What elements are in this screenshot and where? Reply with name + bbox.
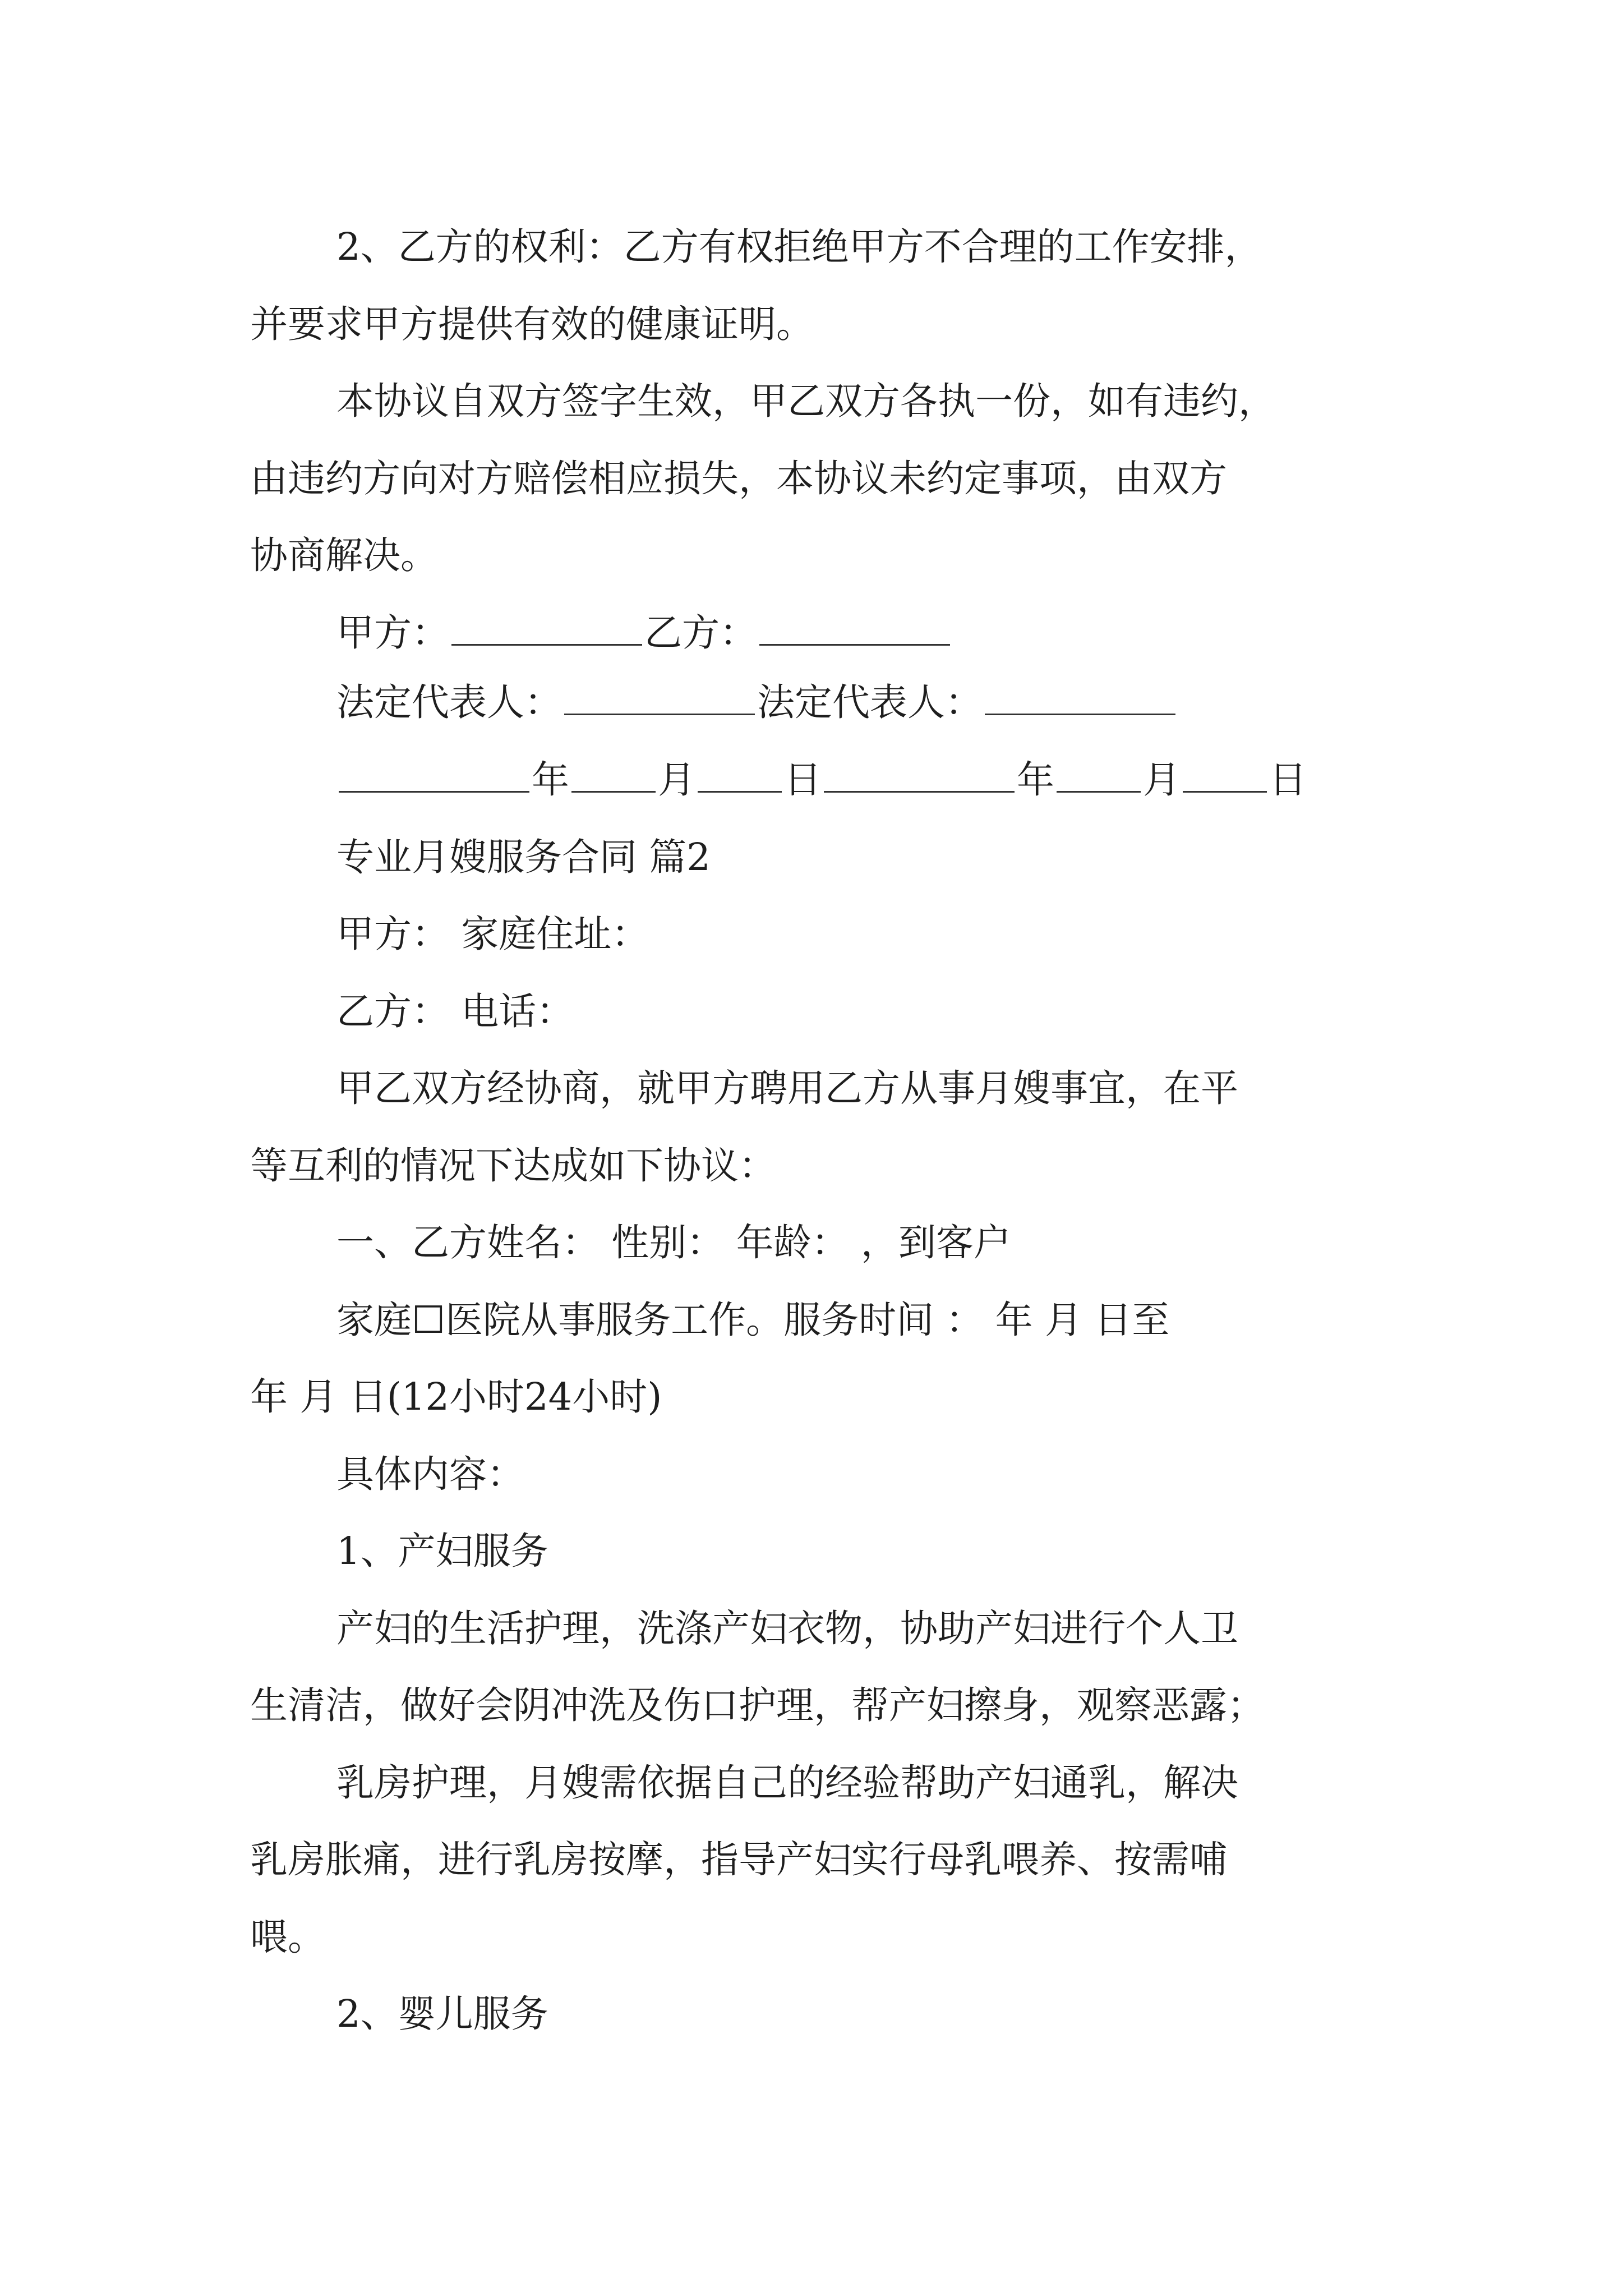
item1-line-2: 家庭☐医院从事服务工作。服务时间 ： 年 月 日至 xyxy=(336,1298,1170,1342)
day-b-label: 日 xyxy=(1269,758,1307,802)
rep-b-label: 法定代表人： xyxy=(757,680,983,724)
item1-line-3: 年 月 日(12小时24小时) xyxy=(250,1375,662,1419)
service1-p2-line-1: 乳房护理，月嫂需依据自己的经验帮助产妇通乳，解决 xyxy=(336,1761,1238,1805)
month-a-blank xyxy=(571,756,656,793)
effect-line-2: 由违约方向对方赔偿相应损失，本协议未约定事项，由双方 xyxy=(250,457,1227,500)
intro-line-1: 甲乙双方经协商，就甲方聘用乙方从事月嫂事宜，在平 xyxy=(336,1066,1238,1110)
signature-parties-line xyxy=(336,599,952,666)
party-b-info: 乙方： 电话： xyxy=(336,990,574,1033)
party-a-blank xyxy=(451,609,642,646)
party-a-label: 甲方： xyxy=(336,611,449,655)
effect-line-1: 本协议自双方签字生效，甲乙双方各执一份，如有违约， xyxy=(336,379,1276,423)
year-a-blank xyxy=(339,756,529,793)
year-b-label: 年 xyxy=(1017,758,1054,802)
party-b-blank xyxy=(759,609,950,646)
service1-p2-line-3: 喂。 xyxy=(250,1915,325,1959)
rep-a-blank xyxy=(564,679,755,715)
rights-line-2: 并要求甲方提供有效的健康证明。 xyxy=(250,302,814,346)
service1-p2-line-2: 乳房胀痛，进行乳房按摩，指导产妇实行母乳喂养、按需哺 xyxy=(250,1838,1227,1881)
year-a-label: 年 xyxy=(532,758,569,802)
day-a-label: 日 xyxy=(784,758,822,802)
year-b-blank xyxy=(824,756,1015,793)
party-a-info: 甲方： 家庭住址： xyxy=(336,912,649,956)
month-b-label: 月 xyxy=(1143,758,1181,802)
service2-heading: 2、婴儿服务 xyxy=(336,1992,548,2036)
intro-line-2: 等互利的情况下达成如下协议： xyxy=(250,1144,776,1188)
rights-line-1: 2、乙方的权利：乙方有权拒绝甲方不合理的工作安排， xyxy=(336,225,1262,269)
signature-rep-line xyxy=(336,669,1178,736)
service1-p1-line-1: 产妇的生活护理，洗涤产妇衣物，协助产妇进行个人卫 xyxy=(336,1607,1238,1650)
month-b-blank xyxy=(1057,756,1141,793)
month-a-label: 月 xyxy=(658,758,695,802)
party-b-label: 乙方： xyxy=(644,611,757,655)
day-b-blank xyxy=(1183,756,1267,793)
day-a-blank xyxy=(698,756,782,793)
rep-b-blank xyxy=(985,679,1175,715)
section-title: 专业月嫂服务合同 篇2 xyxy=(336,835,711,879)
service1-heading: 1、产妇服务 xyxy=(336,1529,548,1573)
rep-a-label: 法定代表人： xyxy=(336,680,562,724)
effect-line-3: 协商解决。 xyxy=(250,533,438,577)
service1-p1-line-2: 生清洁，做好会阴冲洗及伤口护理，帮产妇擦身，观察恶露； xyxy=(250,1683,1265,1727)
item1-line-1: 一、乙方姓名： 性别： 年龄： ，到客户 xyxy=(336,1221,1011,1264)
content-heading: 具体内容： xyxy=(336,1452,524,1496)
signature-date-line xyxy=(336,746,1307,813)
